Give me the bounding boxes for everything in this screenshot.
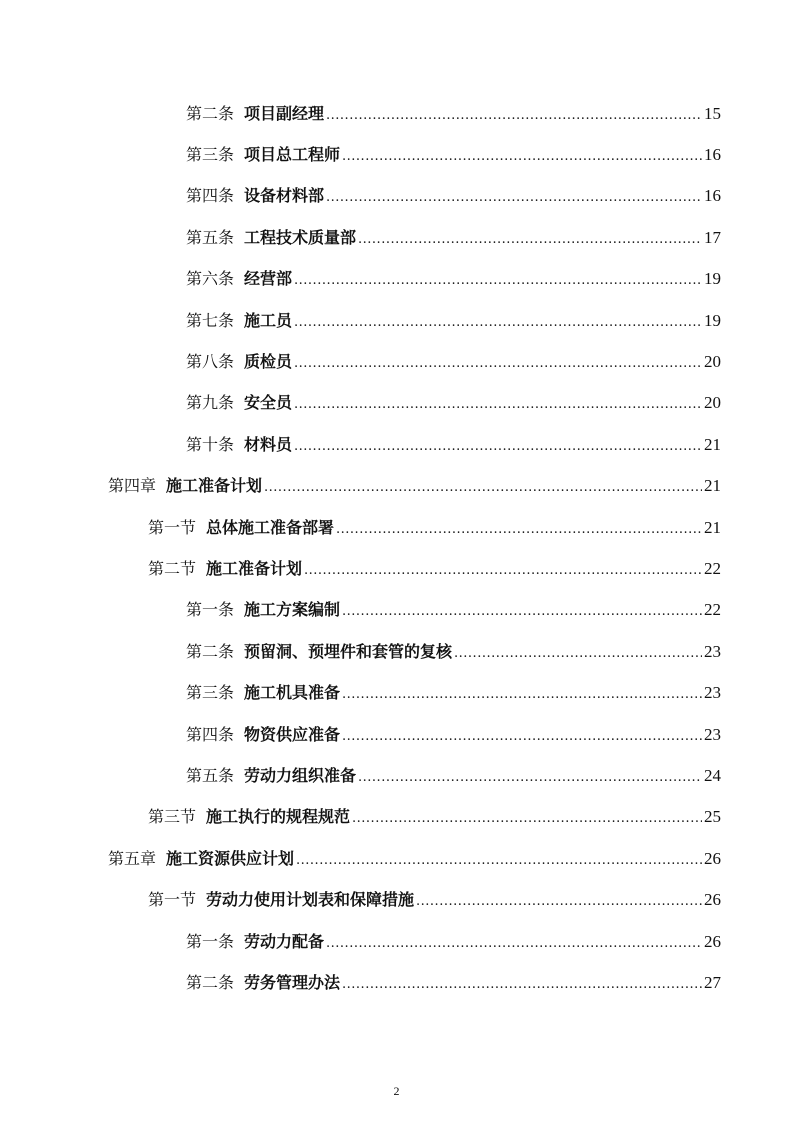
toc-entry-number: 第二节 (148, 558, 197, 578)
toc-dot-leader (294, 271, 702, 291)
toc-entry-title: 劳动力使用计划表和保障措施 (206, 890, 415, 910)
toc-entry-title: 项目总工程师 (244, 145, 341, 165)
toc-dot-leader (304, 561, 702, 581)
toc-dot-leader (342, 975, 702, 995)
toc-dot-leader (326, 934, 702, 954)
toc-entry[interactable] (0, 962, 721, 1003)
toc-entry-number: 第三条 (186, 683, 235, 703)
toc-entry[interactable] (0, 217, 721, 258)
toc-entry-number: 第一节 (148, 890, 197, 910)
toc-entry-page: 16 (704, 145, 721, 165)
toc-entry[interactable] (0, 672, 721, 713)
toc-entry[interactable] (0, 259, 721, 300)
toc-dot-leader (326, 106, 702, 126)
toc-dot-leader (358, 230, 702, 250)
toc-entry-page: 20 (704, 393, 721, 413)
toc-section-entry[interactable] (0, 507, 721, 548)
toc-chapter-entry[interactable] (0, 838, 721, 879)
toc-entry-page: 23 (704, 724, 721, 744)
toc-entry[interactable] (0, 176, 721, 217)
toc-entry-page: 21 (704, 476, 721, 496)
toc-entry-title: 工程技术质量部 (244, 227, 357, 247)
toc-entry-page: 19 (704, 269, 721, 289)
toc-dot-leader (352, 809, 702, 829)
toc-entry-number: 第四条 (186, 724, 235, 744)
toc-entry-title: 劳务管理办法 (244, 972, 341, 992)
toc-entry-number: 第一条 (186, 600, 235, 620)
toc-entry-title: 预留洞、预埋件和套管的复核 (244, 641, 453, 661)
toc-entry-page: 15 (704, 103, 721, 123)
toc-entry-title: 施工执行的规程规范 (206, 807, 351, 827)
toc-entry-number: 第四条 (186, 186, 235, 206)
toc-dot-leader (294, 354, 702, 374)
toc-entry-page: 26 (704, 848, 721, 868)
toc-dot-leader (342, 147, 702, 167)
toc-entry-title: 总体施工准备部署 (206, 517, 335, 537)
toc-dot-leader (264, 478, 702, 498)
toc-entry-page: 17 (704, 227, 721, 247)
toc-entry[interactable] (0, 424, 721, 465)
toc-entry[interactable] (0, 300, 721, 341)
toc-entry[interactable] (0, 631, 721, 672)
toc-entry-page: 26 (704, 931, 721, 951)
toc-entry-title: 项目副经理 (244, 103, 325, 123)
toc-section-entry[interactable] (0, 879, 721, 920)
toc-entry-number: 第二条 (186, 641, 235, 661)
toc-entry[interactable] (0, 755, 721, 796)
page-number: 2 (393, 1084, 400, 1098)
toc-section-entry[interactable] (0, 548, 721, 589)
toc-dot-leader (294, 437, 702, 457)
toc-entry-title: 施工准备计划 (166, 476, 263, 496)
toc-entry-number: 第十条 (186, 434, 235, 454)
toc-entry-number: 第四章 (108, 476, 157, 496)
toc-entry-number: 第九条 (186, 393, 235, 413)
toc-entry-page: 23 (704, 641, 721, 661)
toc-entry-number: 第三节 (148, 807, 197, 827)
toc-entry-number: 第三条 (186, 145, 235, 165)
toc-entry-title: 施工机具准备 (244, 683, 341, 703)
toc-entry-number: 第二条 (186, 972, 235, 992)
toc-entry-page: 24 (704, 765, 721, 785)
toc-dot-leader (342, 602, 702, 622)
toc-entry-number: 第七条 (186, 310, 235, 330)
toc-chapter-entry[interactable] (0, 466, 721, 507)
toc-entry-number: 第六条 (186, 269, 235, 289)
toc-entry-title: 材料员 (244, 434, 293, 454)
toc-entry-page: 19 (704, 310, 721, 330)
toc-entry-title: 施工员 (244, 310, 293, 330)
toc-entry-title: 劳动力组织准备 (244, 765, 357, 785)
toc-dot-leader (342, 727, 702, 747)
toc-entry-number: 第一条 (186, 931, 235, 951)
toc-entry-page: 23 (704, 683, 721, 703)
toc-entry[interactable] (0, 383, 721, 424)
toc-entry[interactable] (0, 714, 721, 755)
toc-entry-number: 第五条 (186, 765, 235, 785)
toc-entry-page: 16 (704, 186, 721, 206)
toc-dot-leader (326, 188, 702, 208)
toc-entry-title: 质检员 (244, 352, 293, 372)
toc-entry-page: 21 (704, 434, 721, 454)
toc-dot-leader (454, 644, 702, 664)
toc-dot-leader (296, 851, 702, 871)
toc-entry-page: 22 (704, 600, 721, 620)
toc-dot-leader (358, 768, 702, 788)
toc-entry-number: 第五条 (186, 227, 235, 247)
toc-dot-leader (416, 892, 702, 912)
toc-entry[interactable] (0, 590, 721, 631)
toc-entry-number: 第一节 (148, 517, 197, 537)
toc-entry-title: 经营部 (244, 269, 293, 289)
toc-entry-number: 第二条 (186, 103, 235, 123)
toc-entry-page: 25 (704, 807, 721, 827)
toc-dot-leader (342, 685, 702, 705)
toc-entry-number: 第八条 (186, 352, 235, 372)
toc-entry-page: 26 (704, 890, 721, 910)
toc-entry-title: 施工准备计划 (206, 558, 303, 578)
toc-entry-page: 20 (704, 352, 721, 372)
toc-entry[interactable] (0, 921, 721, 962)
toc-entry-number: 第五章 (108, 848, 157, 868)
toc-entry-page: 27 (704, 972, 721, 992)
toc-dot-leader (294, 313, 702, 333)
toc-entry-title: 设备材料部 (244, 186, 325, 206)
toc-entry[interactable] (0, 341, 721, 382)
toc-dot-leader (294, 395, 702, 415)
toc-entry-page: 22 (704, 558, 721, 578)
table-of-contents (0, 93, 793, 1004)
toc-entry[interactable] (0, 134, 721, 175)
toc-entry-title: 施工资源供应计划 (166, 848, 295, 868)
toc-section-entry[interactable] (0, 797, 721, 838)
toc-entry-page: 21 (704, 517, 721, 537)
toc-entry-title: 劳动力配备 (244, 931, 325, 951)
toc-entry[interactable] (0, 93, 721, 134)
toc-entry-title: 物资供应准备 (244, 724, 341, 744)
toc-entry-title: 施工方案编制 (244, 600, 341, 620)
toc-entry-title: 安全员 (244, 393, 293, 413)
toc-dot-leader (336, 520, 702, 540)
